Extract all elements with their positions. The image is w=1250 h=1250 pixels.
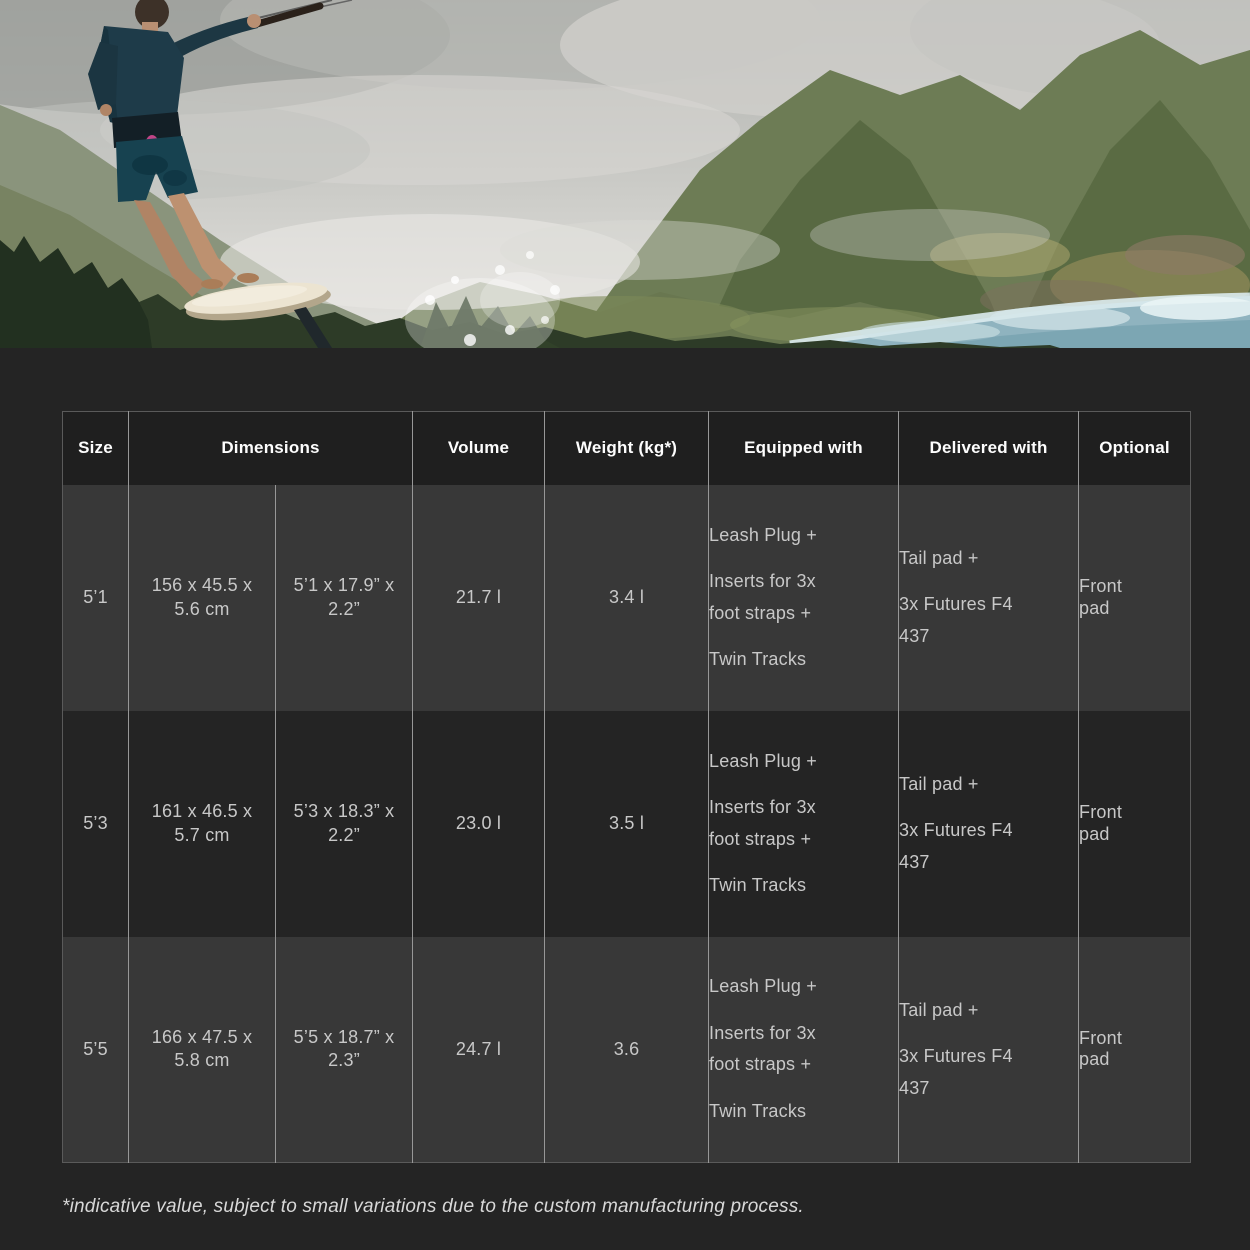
- specs-table: [62, 411, 1191, 1163]
- hero-illustration: [0, 0, 1250, 348]
- col-header-optional: Optional: [1079, 412, 1191, 485]
- equipped-with-value: Leash Plug + Inserts for 3x foot straps + Twin Tracks: [709, 937, 899, 1163]
- col-header-volume: Volume: [413, 412, 545, 485]
- col-header-equipped: Equipped with: [709, 412, 899, 485]
- dimensions-cm-value: 161 x 46.5 x 5.7 cm: [129, 711, 276, 937]
- dimensions-imperial-value: 5’3 x 18.3” x 2.2”: [276, 711, 413, 937]
- table-row-size-5-3: [63, 711, 1191, 937]
- equipped-with-value: Leash Plug + Inserts for 3x foot straps + Twin Tracks: [709, 711, 899, 937]
- optional-value: Front pad: [1079, 937, 1191, 1163]
- weight-value: 3.6: [545, 937, 709, 1163]
- delivered-with-value: Tail pad + 3x Futures F4 437: [899, 485, 1079, 711]
- table-row-size-5-5: [63, 937, 1191, 1163]
- specs-section: [0, 348, 1250, 1218]
- volume-value: 24.7 l: [413, 937, 545, 1163]
- col-header-dimensions: Dimensions: [129, 412, 413, 485]
- footnote: *indicative value, subject to small variations due to the custom manufacturing process.: [62, 1196, 804, 1217]
- col-header-weight: Weight (kg*): [545, 412, 709, 485]
- table-row-size-5-1: [63, 485, 1191, 711]
- dimensions-cm-value: 166 x 47.5 x 5.8 cm: [129, 937, 276, 1163]
- dimensions-imperial-value: 5’5 x 18.7” x 2.3”: [276, 937, 413, 1163]
- delivered-with-value: Tail pad + 3x Futures F4 437: [899, 711, 1079, 937]
- header-row: [63, 412, 1191, 485]
- size-value: 5’5: [83, 1038, 108, 1059]
- optional-value: Front pad: [1079, 711, 1191, 937]
- col-header-delivered: Delivered with: [899, 412, 1079, 485]
- size-value: 5’1: [83, 586, 108, 607]
- equipped-with-value: Leash Plug + Inserts for 3x foot straps + Twin Tracks: [709, 485, 899, 711]
- volume-value: 23.0 l: [413, 711, 545, 937]
- weight-value: 3.4 l: [545, 485, 709, 711]
- size-value: 5’3: [83, 812, 108, 833]
- weight-value: 3.5 l: [545, 711, 709, 937]
- dimensions-cm-value: 156 x 45.5 x 5.6 cm: [129, 485, 276, 711]
- dimensions-imperial-value: 5’1 x 17.9” x 2.2”: [276, 485, 413, 711]
- col-header-size: Size: [78, 438, 113, 458]
- delivered-with-value: Tail pad + 3x Futures F4 437: [899, 937, 1079, 1163]
- optional-value: Front pad: [1079, 485, 1191, 711]
- hero-photo: [0, 0, 1250, 348]
- volume-value: 21.7 l: [413, 485, 545, 711]
